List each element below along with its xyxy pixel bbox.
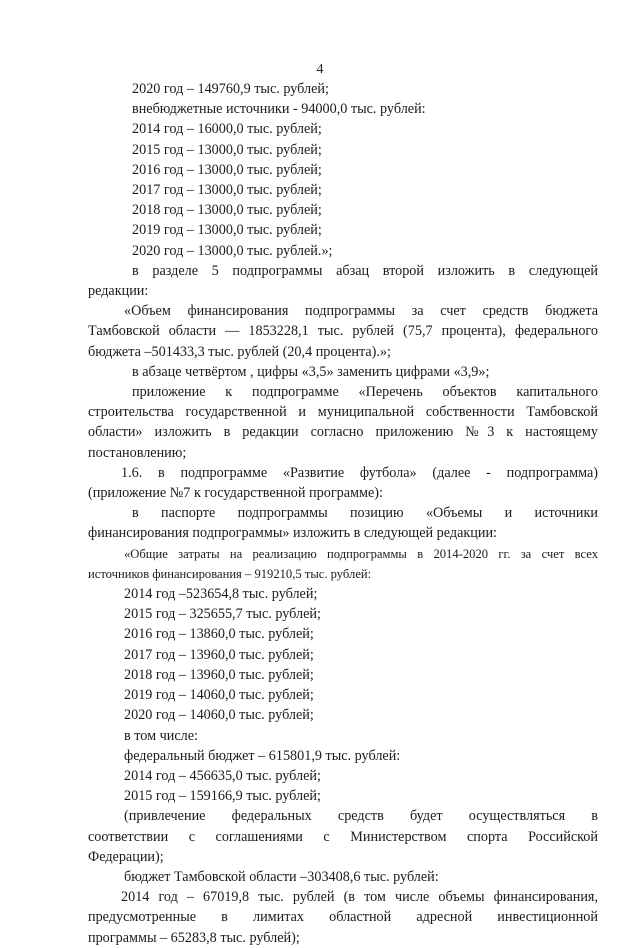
text-line: (приложение №7 к государственной программе):	[88, 485, 383, 502]
text-line: 2015 год – 325655,7 тыс. рублей;	[124, 606, 321, 623]
text-line: Тамбовской области — 1853228,1 тыс. рублей (75,7 процента), федерального	[88, 323, 598, 340]
text-line: области» изложить в редакции согласно приложению №3 к настоящему	[88, 424, 598, 441]
text-line: постановлению;	[88, 444, 187, 461]
text-line: 2014 год –523654,8 тыс. рублей;	[124, 586, 318, 603]
text-line: 2018 год – 13000,0 тыс. рублей;	[132, 202, 322, 219]
text-line: внебюджетные источники - 94000,0 тыс. рублей:	[132, 101, 426, 118]
text-line: (привлечение федеральных средств будет осуществляться в	[124, 808, 598, 825]
text-line: финансирования подпрограммы» изложить в следующей редакции:	[88, 525, 497, 542]
text-line: соответствии с соглашениями с Министерством спорта Российской	[88, 828, 598, 845]
text-line: федеральный бюджет – 615801,9 тыс. рублей:	[124, 747, 401, 764]
text-line: 2015 год – 159166,9 тыс. рублей;	[124, 788, 321, 805]
text-line: 2017 год – 13000,0 тыс. рублей;	[132, 182, 322, 199]
text-line: 2014 год – 456635,0 тыс. рублей;	[124, 767, 321, 784]
text-line: в паспорте подпрограммы позицию «Объемы и источники	[132, 505, 598, 522]
text-line: 1.6. в подпрограмме «Развитие футбола» (далее - подпрограмма)	[121, 464, 598, 481]
text-line: в разделе 5 подпрограммы абзац второй изложить в следующей	[132, 262, 598, 279]
document-body	[88, 79, 598, 948]
text-line: 2020 год – 14060,0 тыс. рублей;	[124, 707, 314, 724]
text-line: «Общие затраты на реализацию подпрограммы в 2014-2020 гг. за счет всех	[124, 546, 598, 561]
text-line: Федерации);	[88, 848, 164, 865]
text-line: 2017 год – 13960,0 тыс. рублей;	[124, 646, 314, 663]
text-line: в абзаце четвёртом , цифры «3,5» заменить цифрами «3,9»;	[132, 363, 490, 380]
text-line: 2016 год – 13000,0 тыс. рублей;	[132, 161, 322, 178]
text-line: 2019 год – 13000,0 тыс. рублей;	[132, 222, 322, 239]
text-line: 2019 год – 14060,0 тыс. рублей;	[124, 687, 314, 704]
text-line: предусмотренные в лимитах областной адресной инвестиционной	[88, 909, 598, 926]
text-line: приложение к подпрограмме «Перечень объектов капитального	[132, 384, 598, 401]
text-line: 2015 год – 13000,0 тыс. рублей;	[132, 141, 322, 158]
text-line: строительства государственной и муниципальной собственности Тамбовской	[88, 404, 598, 421]
text-line: в том числе:	[124, 727, 198, 744]
text-line: программы – 65283,8 тыс. рублей);	[88, 929, 300, 946]
text-line: 2014 год – 16000,0 тыс. рублей;	[132, 121, 322, 138]
text-line: 2018 год – 13960,0 тыс. рублей;	[124, 666, 314, 683]
text-line: 2020 год – 149760,9 тыс. рублей;	[132, 81, 329, 97]
text-line: 2016 год – 13860,0 тыс. рублей;	[124, 626, 314, 643]
page-number: 4	[316, 62, 324, 77]
text-line: бюджета –501433,3 тыс. рублей (20,4 процента).»;	[88, 343, 391, 360]
text-line: бюджет Тамбовской области –303408,6 тыс. рублей:	[124, 868, 439, 885]
text-line: «Объем финансирования подпрограммы за счет средств бюджета	[124, 303, 598, 320]
text-line: 2014 год – 67019,8 тыс. рублей (в том числе объемы финансирования,	[121, 889, 598, 906]
text-line: редакции:	[88, 283, 149, 300]
text-line: 2020 год – 13000,0 тыс. рублей.»;	[132, 242, 333, 259]
text-line: источников финансирования – 919210,5 тыс. рублей:	[88, 566, 372, 581]
